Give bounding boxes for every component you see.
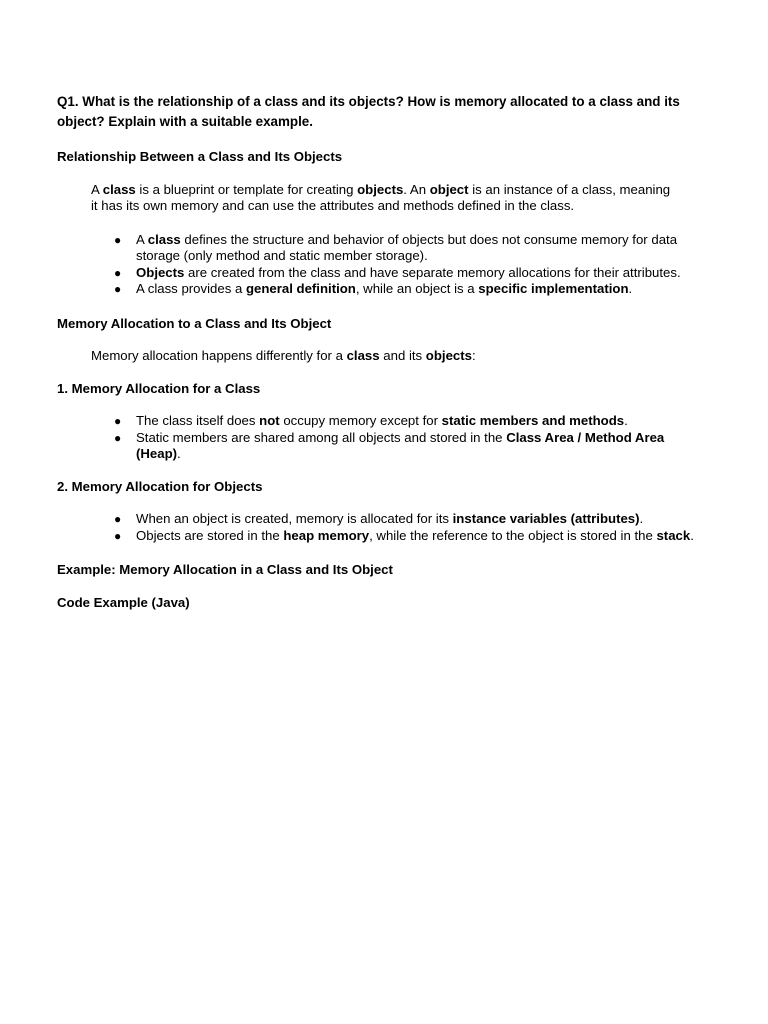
section-heading-relationship: Relationship Between a Class and Its Objects (57, 149, 343, 164)
question-heading: Q1. What is the relationship of a class and its objects? How is memory allocated to a class and its object? Explain with a suitable example. (57, 94, 680, 129)
section-heading-object-memory: 2. Memory Allocation for Objects (57, 478, 263, 494)
list-item: ● The class itself does not occupy memory except for static members and methods. (114, 413, 628, 428)
list-item: ● A class defines the structure and behavior of objects but does not consume memory for data storage (only method and static member storage). (114, 231, 678, 263)
bullet-icon: ● (114, 414, 122, 428)
section-heading-memory-allocation: Memory Allocation to a Class and Its Object (57, 315, 332, 331)
section-heading-code-example: Code Example (Java) (57, 594, 190, 610)
list-item: ● When an object is created, memory is allocated for its instance variables (attributes). (114, 511, 644, 526)
relationship-bullet-list (57, 232, 712, 298)
bullet-icon: ● (114, 232, 122, 247)
list-item: ● Objects are created from the class and have separate memory allocations for their attributes. (114, 264, 681, 280)
bold-text: stack (656, 527, 691, 543)
bold-text: class (102, 181, 136, 197)
bold-text: class (346, 348, 380, 363)
bold-text: specific implementation (478, 281, 629, 296)
relationship-paragraph: A class is a blueprint or template for creating objects. An object is an instance of a class, meaning it has its own memory and can use the attributes and methods defined in the class. (91, 181, 671, 213)
bullet-icon: ● (114, 528, 122, 543)
bold-text: general definition (245, 281, 356, 296)
bold-text: object (429, 181, 469, 197)
object-memory-bullet-list (57, 511, 712, 544)
bullet-icon: ● (114, 265, 122, 280)
section-heading-example: Example: Memory Allocation in a Class and Its Object (57, 562, 393, 577)
list-item: ● A class provides a general definition, while an object is a specific implementation. (114, 281, 633, 296)
bold-text: objects (357, 181, 404, 197)
bullet-icon: ● (114, 282, 122, 296)
bold-text: Class Area / Method Area (Heap) (136, 429, 665, 461)
bold-text: class (147, 231, 181, 247)
section-heading-class-memory: 1. Memory Allocation for a Class (57, 380, 261, 396)
list-item: ● Objects are stored in the heap memory, while the reference to the object is stored in the stack. (114, 527, 694, 543)
list-item: ● Static members are shared among all objects and stored in the Class Area / Method Area (Heap). (114, 429, 665, 461)
bold-text: not (259, 413, 280, 428)
bullet-icon: ● (114, 430, 122, 445)
bold-text: objects (425, 348, 472, 363)
bullet-icon: ● (114, 512, 122, 526)
bold-text: Objects (136, 264, 185, 280)
bold-text: instance variables (attributes) (452, 511, 640, 526)
class-memory-bullet-list (57, 413, 712, 463)
memory-allocation-paragraph: Memory allocation happens differently for a class and its objects: (91, 348, 476, 363)
bold-text: static members and methods (441, 413, 625, 428)
bold-text: heap memory (283, 527, 370, 543)
